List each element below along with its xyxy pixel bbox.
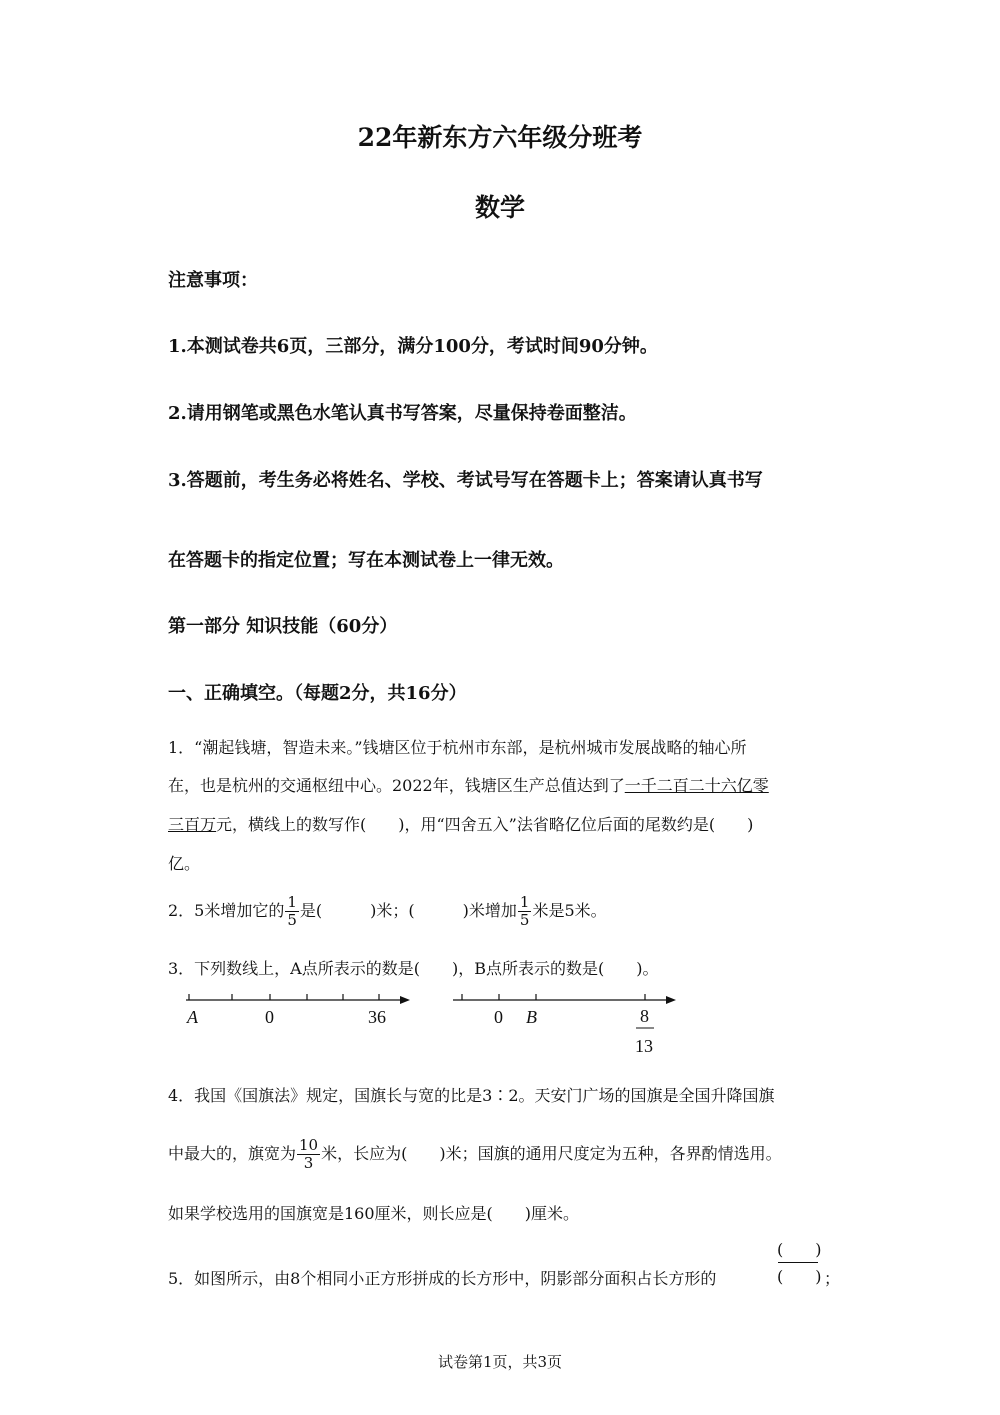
q3-number-lines (180, 985, 690, 1065)
q2-text-b: 是( )米；( )米增加 (299, 901, 517, 920)
fraction-denominator-13: 13 (635, 1036, 653, 1056)
q5-blank-numerator: ( ) (777, 1240, 822, 1259)
notice-item-1: 1.本测试卷共6页，三部分，满分100分，考试时间90分钟。 (168, 336, 658, 357)
q2-fraction-2-denominator: 5 (519, 911, 530, 929)
number-line-2 (453, 994, 676, 1056)
q2-fraction-1 (285, 894, 299, 929)
q1-line-3 (168, 812, 753, 835)
q2-fraction-1-numerator: 1 (287, 893, 297, 911)
q5-blank-denominator: ( ) (777, 1267, 822, 1286)
q1-underlined-number-part2: 三百万 (168, 815, 217, 834)
q4-line-3: 如果学校选用的国旗宽是160厘米，则长应是( )厘米。 (168, 1204, 580, 1223)
q2-fraction-2 (518, 894, 532, 929)
q3-text: 3．下列数线上，A点所表示的数是( )，B点所表示的数是( )。 (168, 959, 659, 978)
zero-label-2: 0 (494, 1007, 503, 1027)
q1-line-2-text: 在，也是杭州的交通枢纽中心。2022年，钱塘区生产总值达到了 (168, 776, 625, 795)
q2-text-a: 2．5米增加它的 (168, 901, 285, 920)
notice-item-2: 2.请用钢笔或黑色水笔认真书写答案，尽量保持卷面整洁。 (168, 403, 637, 424)
q1-line-4: 亿。 (168, 854, 201, 873)
q5-text: 5．如图所示，由8个相同小正方形拼成的长方形中，阴影部分面积占长方形的 (168, 1269, 717, 1288)
subject-title: 数学 (474, 193, 525, 222)
q5-tail: ； (824, 1269, 841, 1288)
page-footer: 试卷第1页，共3页 (437, 1353, 563, 1371)
q4-fraction (297, 1137, 320, 1172)
q2-line (168, 888, 607, 934)
part1-heading: 第一部分 知识技能（60分） (168, 616, 398, 637)
notice-item-3-line-2: 在答题卡的指定位置；写在本测试卷上一律无效。 (168, 550, 564, 571)
q5-fraction-bar (778, 1262, 818, 1263)
q4-line-2 (168, 1131, 782, 1177)
q1-line-3-text: 元，横线上的数写作( )，用“四舍五入”法省略亿位后面的尾数约是( ) (216, 815, 754, 834)
q1-line-2 (168, 773, 769, 796)
exam-title: 22年新东方六年级分班考 (357, 123, 643, 152)
q4-fraction-numerator: 10 (299, 1136, 319, 1154)
notice-item-3-line-1: 3.答题前，考生务必将姓名、学校、考试号写在答题卡上；答案请认真书写 (168, 470, 763, 491)
fraction-numerator-8: 8 (640, 1006, 649, 1026)
q2-text-c: 米是5米。 (532, 901, 607, 920)
number-line-1 (186, 994, 410, 1027)
point-b-label: B (526, 1007, 537, 1027)
q1-line-1: 1．“潮起钱塘，智造未来。”钱塘区位于杭州市东部，是杭州城市发展战略的轴心所 (168, 738, 747, 757)
q4-line-1: 4．我国《国旗法》规定，国旗长与宽的比是3∶2。天安门广场的国旗是全国升降国旗 (168, 1086, 775, 1105)
point-a-label: A (187, 1007, 198, 1027)
zero-label-1: 0 (265, 1007, 274, 1027)
q2-fraction-1-denominator: 5 (287, 911, 297, 929)
q4-line-2-text-a: 中最大的，旗宽为 (168, 1144, 297, 1163)
q4-line-2-text-b: 米，长应为( )米；国旗的通用尺度定为五种，各界酌情选用。 (321, 1144, 782, 1163)
q4-fraction-denominator: 3 (303, 1154, 314, 1172)
notice-heading: 注意事项： (168, 270, 258, 291)
q1-underlined-number-part1: 一千二百二十六亿零 (624, 776, 769, 795)
label-36: 36 (368, 1007, 386, 1027)
section1-heading: 一、正确填空。（每题2分，共16分） (168, 683, 467, 704)
q2-fraction-2-numerator: 1 (519, 893, 530, 911)
